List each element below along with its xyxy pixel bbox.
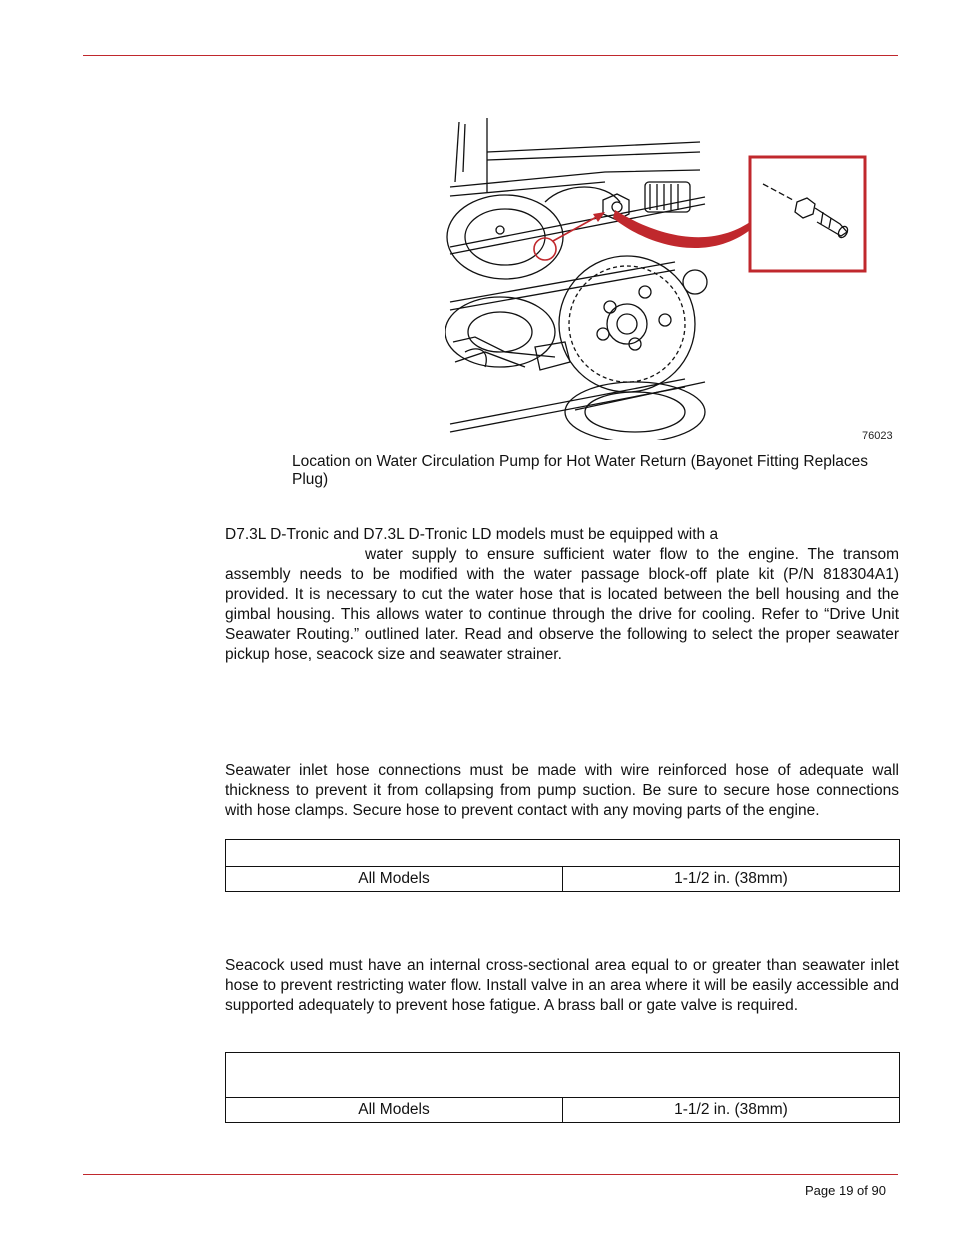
figure-id: 76023 (862, 430, 893, 442)
page-number: Page 19 of 90 (805, 1183, 886, 1198)
table-cell-model: All Models (226, 1098, 563, 1123)
hose-size-table (225, 839, 900, 892)
table-header-row (226, 1053, 900, 1098)
footer-rule (83, 1174, 898, 1175)
table-row (226, 867, 900, 892)
table-cell-size: 1-1/2 in. (38mm) (563, 867, 900, 892)
table-cell-model: All Models (226, 867, 563, 892)
seacock-paragraph: Seacock used must have an internal cross-sectional area equal to or greater than seawater inlet hose to prevent restricting water flow. Install valve in an area where it will be easily accessible and supported adequately to prevent hose fatigue. A brass ball or gate valve is required. (225, 957, 899, 1014)
pump-illustration (445, 112, 870, 440)
seacock-size-table (225, 1052, 900, 1123)
intro-rest: water supply to ensure sufficient water flow to the engine. The transom assembly needs to be modified with the water passage block-off plate kit (P/N 818304A1) provided. It is necessary to cut the water hose that is located between the bell housing and the gimbal housing. This allows water to continue through the drive for cooling. Refer to “Drive Unit Seawater Routing.” outlined later. Read and observe the following to select the proper seawater pickup hose, seacock size and seawater strainer. (225, 546, 899, 663)
hose-paragraph: Seawater inlet hose connections must be made with wire reinforced hose of adequate wall thickness to prevent it from collapsing from pump suction. Be sure to secure hose connections with hose clamps. Secure hose to prevent contact with any moving parts of the engine. (225, 762, 899, 819)
header-rule (83, 55, 898, 56)
intro-line-1: D7.3L D-Tronic and D7.3L D-Tronic LD models must be equipped with a (225, 526, 719, 543)
table-row (226, 1098, 900, 1123)
table-header-row (226, 840, 900, 867)
table-header-cell (226, 840, 900, 867)
engine-drawing (445, 112, 870, 440)
table-cell-size: 1-1/2 in. (38mm) (563, 1098, 900, 1123)
table-header-cell (226, 1053, 900, 1098)
intro-paragraph (225, 525, 899, 665)
figure-caption: Location on Water Circulation Pump for Hot Water Return (Bayonet Fitting Replaces Plug) (292, 453, 869, 488)
